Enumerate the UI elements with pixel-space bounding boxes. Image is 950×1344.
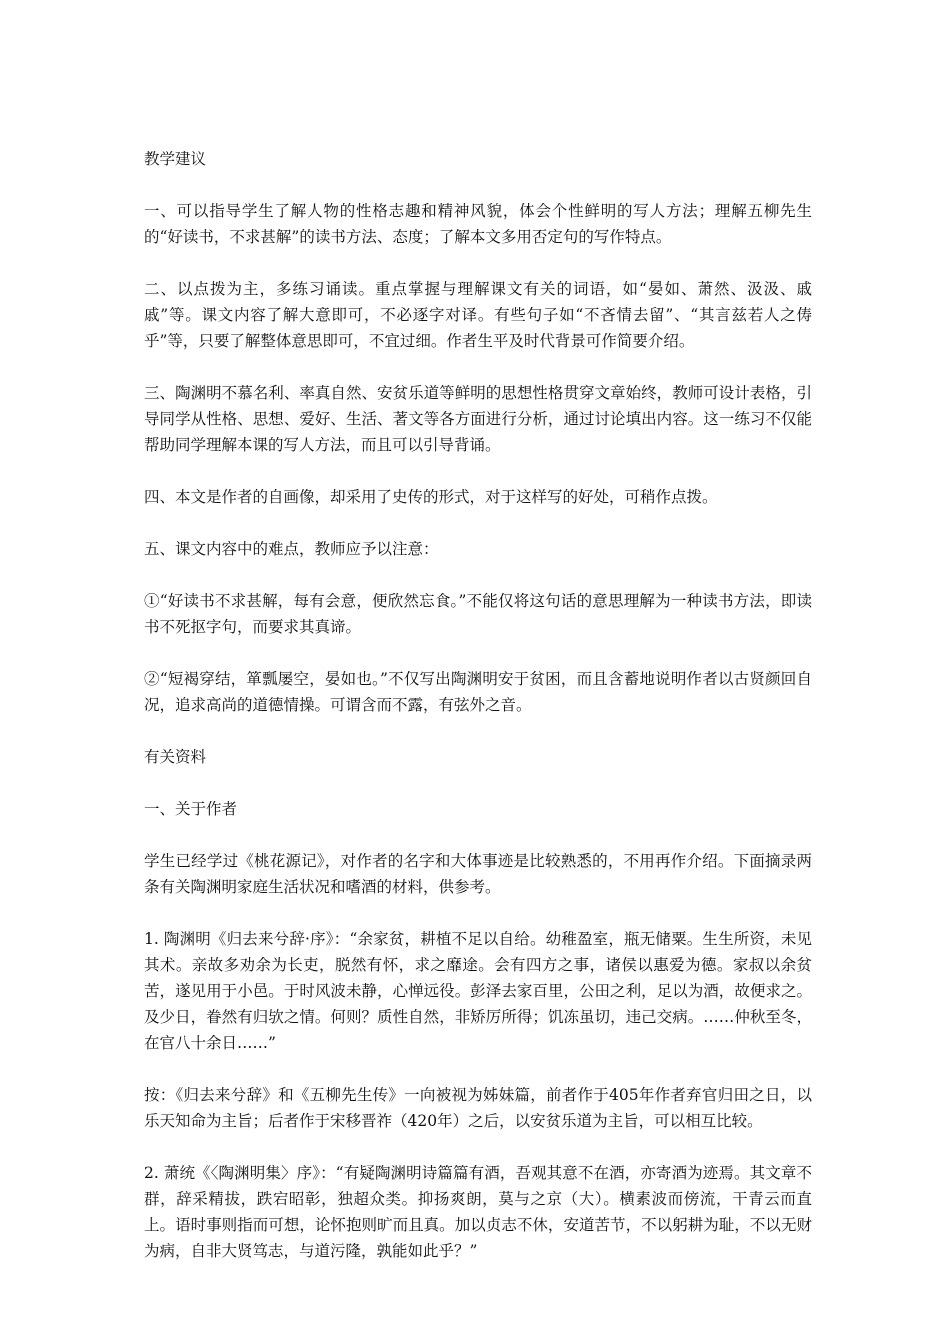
paragraph-suggestion-4: 四、本文是作者的自画像，却采用了史传的形式，对于这样写的好处，可稍作点拨。 [144,488,718,506]
document-body [144,146,812,1290]
paragraph-note: 按：《归去来兮辞》和《五柳先生传》一向被视为姊妹篇，前者作于405年作者弃官归田之日，以乐天知命为主旨；后者作于宋移晋祚（420年）之后，以安贫乐道为主旨，可以相互比较。 [144,1086,812,1130]
paragraph-material-2: 2. 萧统《〈陶渊明集〉序》：“有疑陶渊明诗篇篇有酒，吾观其意不在酒，亦寄酒为迹焉。其文章不群，辞采精拔，跌宕昭彰，独超众类。抑扬爽朗，莫与之京（大）。横素波而傍流，干青云而直上。语时事则指而可想，论怀抱则旷而且真。加以贞志不休，安道苦节，不以躬耕为耻，不以无财为病，自非大贤笃志，与道污隆，孰能如此乎？” [144,1164,812,1260]
paragraph-author-intro: 学生已经学过《桃花源记》，对作者的名字和大体事迹是比较熟悉的，不用再作介绍。下面摘录两条有关陶渊明家庭生活状况和嗜酒的材料，供参考。 [144,852,812,896]
paragraph-suggestion-3: 三、陶渊明不慕名利、率真自然、安贫乐道等鲜明的思想性格贯穿文章始终，教师可设计表格，引导同学从性格、思想、爱好、生活、著文等各方面进行分析，通过讨论填出内容。这一练习不仅能帮助同学理解本课的写人方法，而且可以引导背诵。 [144,384,812,454]
paragraph-difficulty-2: ②“短褐穿结，箪瓢屡空，晏如也。”不仅写出陶渊明安于贫困，而且含蓄地说明作者以古贤颜回自况，追求高尚的道德情操。可谓含而不露，有弦外之音。 [144,670,812,714]
paragraph-suggestion-1: 一、可以指导学生了解人物的性格志趣和精神风貌，体会个性鲜明的写人方法；理解五柳先生的“好读书，不求甚解”的读书方法、态度；了解本文多用否定句的写作特点。 [144,202,812,246]
section-heading-related-materials: 有关资料 [144,748,207,766]
section-heading-teaching-suggestions: 教学建议 [144,150,207,168]
subsection-heading-about-author: 一、关于作者 [144,800,238,818]
paragraph-suggestion-2: 二、以点拨为主，多练习诵读。重点掌握与理解课文有关的词语，如“晏如、萧然、汲汲、戚戚”等。课文内容了解大意即可，不必逐字对译。有些句子如“不吝情去留”、“其言兹若人之俦乎”等，只要了解整体意思即可，不宜过细。作者生平及时代背景可作简要介绍。 [144,280,812,350]
paragraph-suggestion-5: 五、课文内容中的难点，教师应予以注意： [144,540,439,558]
paragraph-difficulty-1: ①“好读书不求甚解，每有会意，便欣然忘食。”不能仅将这句话的意思理解为一种读书方法，即读书不死抠字句，而要求其真谛。 [144,592,812,636]
paragraph-material-1: 1. 陶渊明《归去来兮辞·序》：“余家贫，耕植不足以自给。幼稚盈室，瓶无储粟。生生所资，未见其术。亲故多劝余为长吏，脱然有怀，求之靡途。会有四方之事，诸侯以惠爱为德。家叔以余贫苦，遂见用于小邑。于时风波未静，心惮远役。彭泽去家百里，公田之利，足以为酒，故便求之。及少日，眷然有归欤之情。何则？质性自然，非矫厉所得；饥冻虽切，违己交病。……仲秋至冬，在官八十余日……” [144,930,812,1052]
